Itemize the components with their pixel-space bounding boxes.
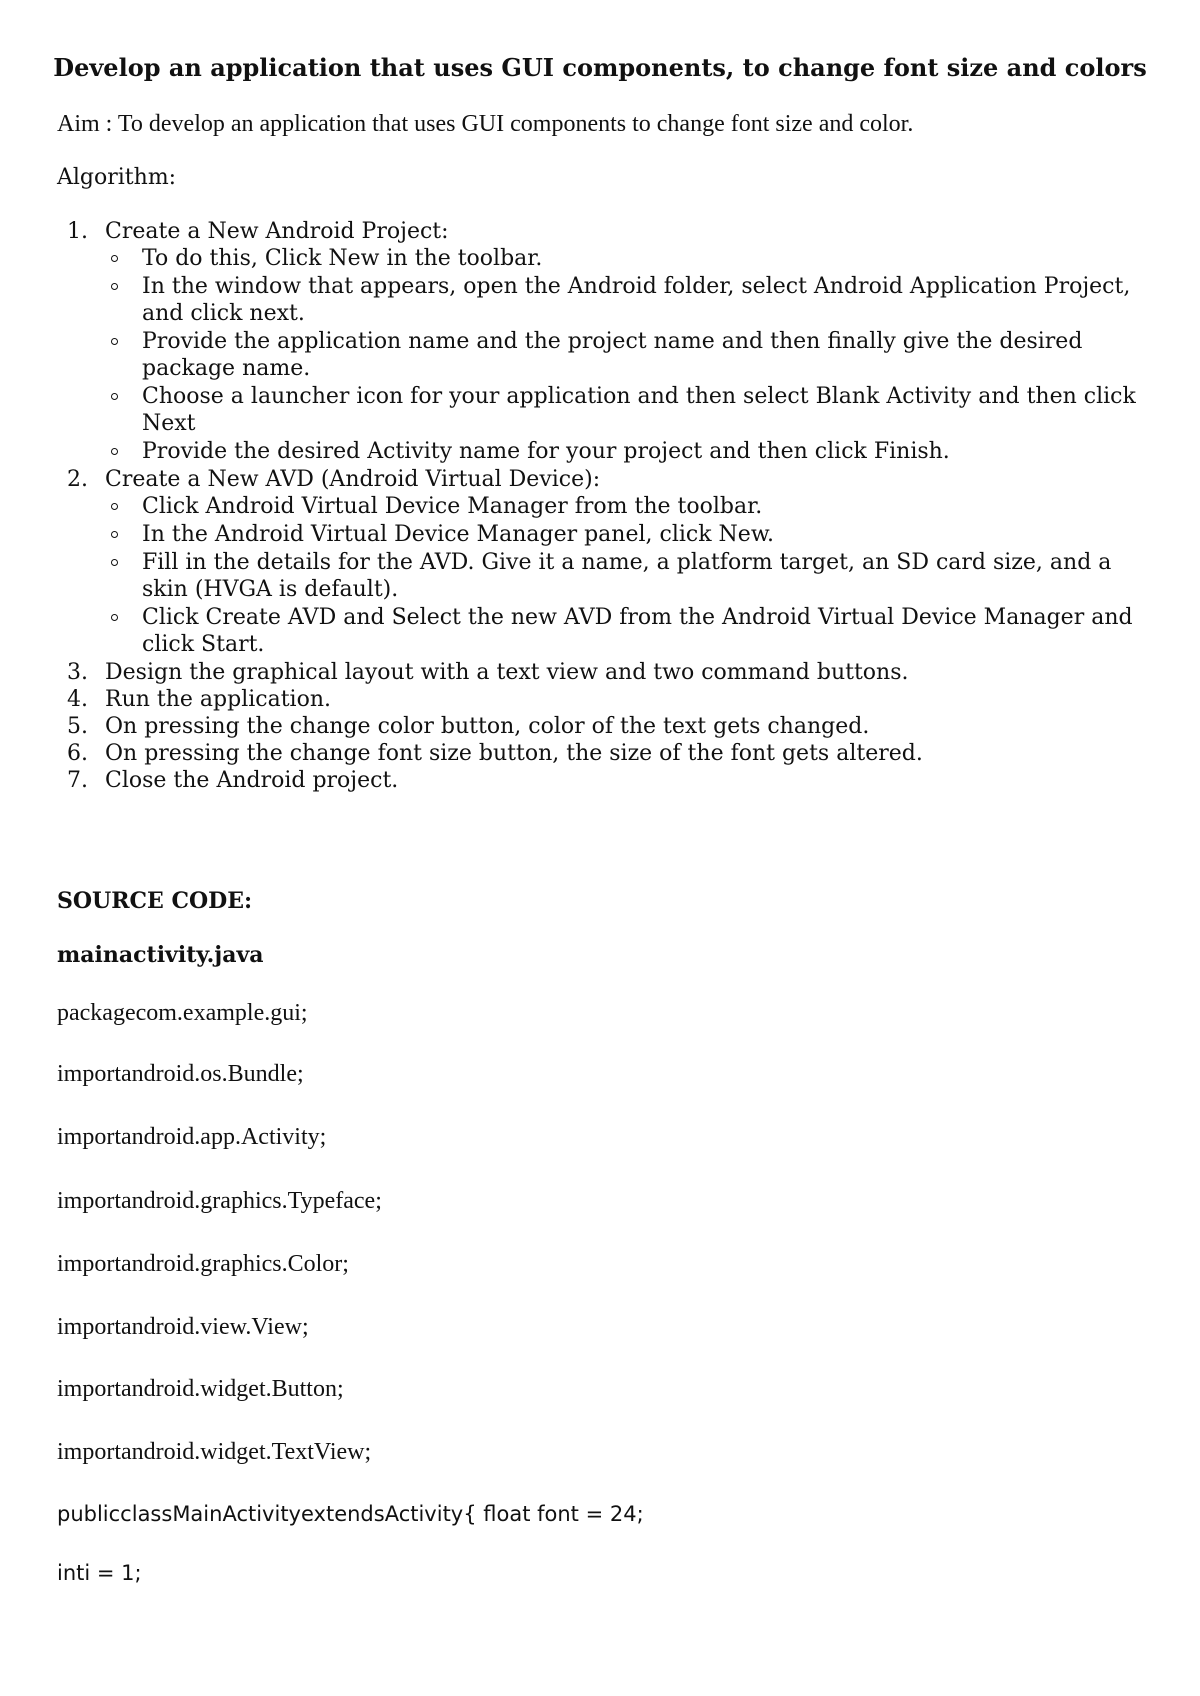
algorithm-step bbox=[57, 713, 1147, 740]
step-number: 7. bbox=[67, 768, 88, 793]
step-text: On pressing the change color button, color of the text gets changed. bbox=[105, 714, 870, 739]
algorithm-step bbox=[57, 767, 1147, 794]
code-line: importandroid.view.View; bbox=[57, 1314, 309, 1340]
code-line: importandroid.os.Bundle; bbox=[57, 1061, 304, 1087]
circle-bullet-icon bbox=[111, 393, 118, 400]
sub-step bbox=[105, 493, 1147, 520]
sub-step-text: Provide the desired Activity name for your project and then click Finish. bbox=[142, 439, 950, 464]
circle-bullet-icon bbox=[111, 503, 118, 510]
step-number: 3. bbox=[67, 660, 88, 685]
code-line: importandroid.graphics.Color; bbox=[57, 1251, 349, 1277]
code-line: packagecom.example.gui; bbox=[57, 1000, 308, 1026]
step-text: Create a New AVD (Android Virtual Device): bbox=[105, 467, 601, 492]
algorithm-heading: Algorithm: bbox=[57, 165, 177, 190]
step-text: Close the Android project. bbox=[105, 768, 399, 793]
code-line: publicclassMainActivityextendsActivity{ float font = 24; bbox=[57, 1502, 644, 1526]
sub-step-text: Click Android Virtual Device Manager from the toolbar. bbox=[142, 494, 763, 519]
algorithm-step bbox=[57, 218, 1147, 465]
circle-bullet-icon bbox=[111, 614, 118, 621]
algorithm-step bbox=[57, 740, 1147, 767]
sub-step-text: In the window that appears, open the Android folder, select Android Application Project, and click next. bbox=[142, 274, 1131, 326]
sub-step bbox=[105, 328, 1147, 382]
code-line: inti = 1; bbox=[57, 1561, 142, 1585]
circle-bullet-icon bbox=[111, 283, 118, 290]
sub-step-text: In the Android Virtual Device Manager panel, click New. bbox=[142, 522, 775, 547]
sub-step-list bbox=[105, 493, 1147, 658]
step-text: Design the graphical layout with a text view and two command buttons. bbox=[105, 660, 909, 685]
circle-bullet-icon bbox=[111, 531, 118, 538]
step-number: 2. bbox=[67, 467, 88, 492]
code-line: importandroid.widget.Button; bbox=[57, 1376, 344, 1402]
circle-bullet-icon bbox=[111, 559, 118, 566]
sub-step bbox=[105, 245, 1147, 272]
code-line: importandroid.app.Activity; bbox=[57, 1124, 327, 1150]
sub-step-list bbox=[105, 245, 1147, 465]
circle-bullet-icon bbox=[111, 255, 118, 262]
sub-step-text: Fill in the details for the AVD. Give it a name, a platform target, an SD card size, and a skin (HVGA is default). bbox=[142, 550, 1112, 602]
step-number: 1. bbox=[67, 219, 88, 244]
algorithm-steps-list bbox=[57, 218, 1147, 794]
sub-step bbox=[105, 549, 1147, 603]
step-number: 4. bbox=[67, 687, 88, 712]
circle-bullet-icon bbox=[111, 448, 118, 455]
sub-step-text: Provide the application name and the project name and then finally give the desired package name. bbox=[142, 329, 1083, 381]
code-line: importandroid.graphics.Typeface; bbox=[57, 1188, 382, 1214]
algorithm-step bbox=[57, 659, 1147, 686]
sub-step bbox=[105, 604, 1147, 658]
step-text: On pressing the change font size button, the size of the font gets altered. bbox=[105, 741, 923, 766]
sub-step-text: To do this, Click New in the toolbar. bbox=[142, 246, 543, 271]
document-title: Develop an application that uses GUI components, to change font size and colors bbox=[53, 53, 1147, 82]
sub-step bbox=[105, 438, 1147, 465]
source-file-name: mainactivity.java bbox=[57, 942, 264, 968]
code-line: importandroid.widget.TextView; bbox=[57, 1439, 372, 1465]
algorithm-step bbox=[57, 686, 1147, 713]
sub-step bbox=[105, 521, 1147, 548]
step-text: Run the application. bbox=[105, 687, 331, 712]
step-number: 6. bbox=[67, 741, 88, 766]
step-text: Create a New Android Project: bbox=[105, 219, 449, 244]
aim-text: Aim : To develop an application that uses GUI components to change font size and color. bbox=[57, 111, 914, 137]
source-code-heading: SOURCE CODE: bbox=[57, 888, 253, 914]
sub-step bbox=[105, 273, 1147, 327]
sub-step bbox=[105, 383, 1147, 437]
circle-bullet-icon bbox=[111, 338, 118, 345]
algorithm-step bbox=[57, 466, 1147, 658]
sub-step-text: Choose a launcher icon for your application and then select Blank Activity and then click Next bbox=[142, 384, 1136, 436]
step-number: 5. bbox=[67, 714, 88, 739]
sub-step-text: Click Create AVD and Select the new AVD from the Android Virtual Device Manager and click Start. bbox=[142, 605, 1133, 657]
